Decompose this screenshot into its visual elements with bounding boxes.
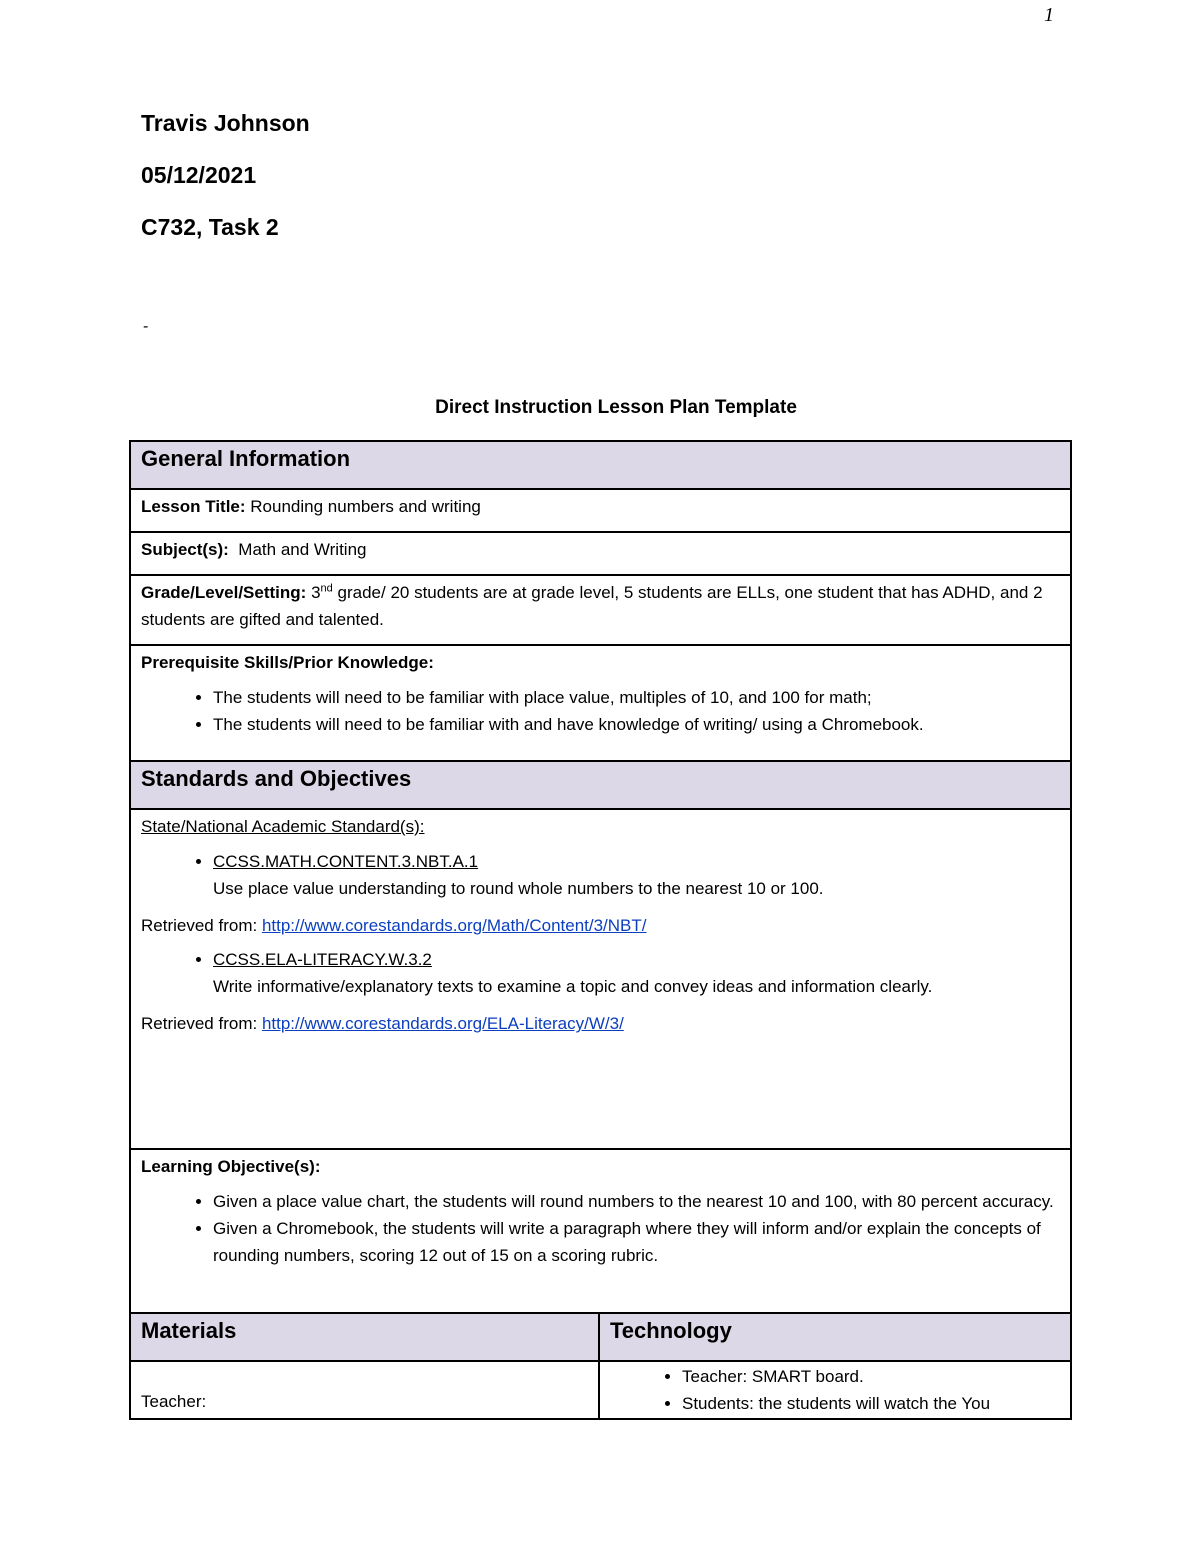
standard-list-math [141, 849, 1060, 903]
subject-value: Math and Writing [238, 540, 367, 559]
section-heading-general: General Information [130, 441, 1071, 489]
author-name: Travis Johnson [141, 110, 310, 136]
list-item: • The students will need to be familiar with and have knowledge of writing/ using a Chromebook. [213, 712, 1060, 739]
list-item: • Given a place value chart, the students will round numbers to the nearest 10 and 100, with 80 percent accuracy. [213, 1189, 1060, 1216]
grade-number: 3 [311, 583, 321, 602]
standard-description-ela: Write informative/explanatory texts to examine a topic and convey ideas and information clearly. [213, 977, 933, 997]
page-number: 1 [1044, 4, 1054, 26]
teacher-label: Teacher: [141, 1391, 207, 1411]
grade-ordinal: nd [320, 582, 333, 595]
subject-label: Subject(s): [141, 540, 229, 559]
retrieved-label: Retrieved from: [141, 1014, 258, 1034]
lesson-title-label: Lesson Title: [141, 497, 246, 516]
standard-code-math[interactable]: CCSS.MATH.CONTENT.3.NBT.A.1 [213, 851, 479, 871]
learning-objectives-label: Learning Objective(s): [141, 1157, 321, 1176]
standard-link-math[interactable]: http://www.corestandards.org/Math/Content/3/NBT/ [261, 915, 647, 935]
lesson-plan-table [129, 440, 1072, 1420]
standard-link-ela[interactable]: http://www.corestandards.org/ELA-Literacy/W/3/ [261, 1014, 624, 1034]
learning-objectives-cell [130, 1149, 1071, 1313]
list-item: • The students will need to be familiar with place value, multiples of 10, and 100 for math; [213, 685, 1060, 712]
prerequisite-list [141, 685, 1060, 739]
course-task: C732, Task 2 [141, 214, 279, 240]
standard-description-math: Use place value understanding to round whole numbers to the nearest 10 or 100. [213, 878, 824, 898]
list-item: • Given a Chromebook, the students will write a paragraph where they will inform and/or explain the concepts of rounding numbers, scoring 12 out of 15 on a scoring rubric. [213, 1216, 1060, 1270]
list-item [213, 947, 1060, 1001]
list-item [213, 849, 1060, 903]
section-heading-technology: Technology [599, 1313, 1071, 1361]
state-standards-label: State/National Academic Standard(s): [141, 817, 425, 836]
section-heading-standards: Standards and Objectives [130, 761, 1071, 809]
grade-description: grade/ 20 students are at grade level, 5 students are ELLs, one student that has ADHD, and 2 students are gifted and talented. [141, 583, 1043, 629]
grade-label: Grade/Level/Setting: [141, 583, 307, 602]
prerequisite-cell [130, 645, 1071, 761]
learning-objectives-list [141, 1189, 1060, 1270]
lesson-title-cell [130, 489, 1071, 532]
subject-cell [130, 532, 1071, 575]
standard-code-ela[interactable]: CCSS.ELA-LITERACY.W.3.2 [213, 950, 432, 970]
list-item: • Teacher: SMART board. [682, 1364, 1060, 1391]
list-item: • Students: the students will watch the You [682, 1391, 1060, 1418]
standards-cell [130, 809, 1071, 1149]
technology-list [610, 1364, 1060, 1418]
standard-list-ela [141, 947, 1060, 1001]
section-heading-materials: Materials [130, 1313, 599, 1361]
separator-dash: - [143, 318, 149, 335]
materials-cell [130, 1361, 599, 1419]
document-date: 05/12/2021 [141, 162, 257, 188]
document-title: Direct Instruction Lesson Plan Template [435, 397, 797, 418]
prerequisite-label: Prerequisite Skills/Prior Knowledge: [141, 653, 434, 672]
technology-cell [599, 1361, 1071, 1419]
grade-cell [130, 575, 1071, 645]
retrieved-label: Retrieved from: [141, 915, 258, 935]
lesson-title-value: Rounding numbers and writing [250, 497, 481, 516]
